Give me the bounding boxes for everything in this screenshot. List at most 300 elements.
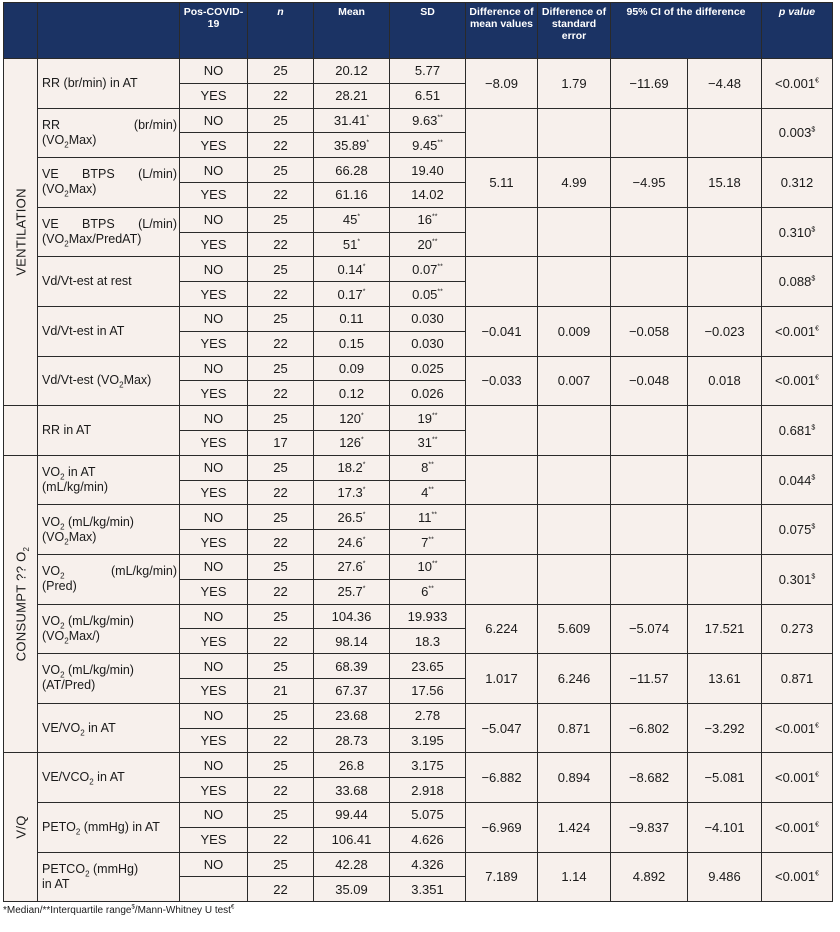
header-diff-se: Difference of standard error <box>538 3 611 59</box>
group-cell <box>180 480 248 505</box>
sd-cell <box>390 654 466 679</box>
ci-lower-cell <box>611 852 688 902</box>
table-row <box>4 852 833 877</box>
sd-cell-value: 8 <box>421 460 429 476</box>
mean-cell <box>314 604 390 629</box>
group-value: YES <box>200 832 227 848</box>
group-cell <box>180 133 248 158</box>
group-cell <box>180 604 248 629</box>
p-value-cell-value: <0.001 <box>774 720 816 736</box>
mean-cell <box>314 331 390 356</box>
diff-mean-cell <box>466 604 538 654</box>
ci-upper-cell <box>688 207 762 257</box>
p-value-cell <box>762 753 833 803</box>
sd-cell-value: 0.030 <box>411 311 444 327</box>
mean-cell <box>314 108 390 133</box>
row-label-part: VO <box>42 613 61 628</box>
n-cell <box>248 802 314 827</box>
p-value-cell <box>762 158 833 208</box>
row-label-part: Vd/Vt-est at rest <box>42 274 132 289</box>
diff-se-cell-value: 1.79 <box>561 75 587 91</box>
row-label-part: 2 <box>64 189 69 199</box>
p-value-cell <box>762 604 833 654</box>
sd-cell <box>390 852 466 877</box>
n-value: 25 <box>273 162 288 178</box>
ci-lower-cell-value: −11.57 <box>629 670 669 686</box>
header-sd: SD <box>390 3 466 59</box>
row-label-part: Max) <box>68 182 97 197</box>
footnote-iqr: Interquartile range <box>50 905 132 916</box>
p-value-cell-mark: € <box>815 325 820 333</box>
ci-upper-cell <box>688 257 762 307</box>
sd-cell <box>390 877 466 902</box>
n-cell <box>248 703 314 728</box>
sd-cell-mark: ** <box>432 238 438 246</box>
diff-mean-cell <box>466 802 538 852</box>
n-value: 22 <box>273 633 288 649</box>
ci-upper-cell-value: −4.48 <box>708 75 741 91</box>
group-cell <box>180 430 248 455</box>
ci-upper-cell <box>688 406 762 456</box>
diff-mean-cell-value: −8.09 <box>485 75 518 91</box>
header-blank-label <box>38 3 180 59</box>
footnote-star: * <box>3 905 7 916</box>
table-row <box>4 59 833 84</box>
sd-cell-value: 3.195 <box>411 732 444 748</box>
n-value: 25 <box>273 509 288 525</box>
n-cell <box>248 678 314 703</box>
sd-cell <box>390 108 466 133</box>
row-label-part: (VO <box>42 182 65 197</box>
group-value: YES <box>200 732 227 748</box>
n-cell <box>248 480 314 505</box>
mean-cell <box>314 356 390 381</box>
row-label <box>38 158 180 208</box>
p-value-cell-value: 0.003 <box>778 125 812 141</box>
sd-cell <box>390 827 466 852</box>
mean-cell-value: 0.14 <box>337 261 363 277</box>
n-value: 25 <box>273 608 288 624</box>
ci-upper-cell <box>688 753 762 803</box>
group-value: NO <box>203 807 224 823</box>
diff-se-cell <box>538 257 611 307</box>
ci-upper-cell <box>688 505 762 555</box>
mean-cell-mark: * <box>362 486 366 494</box>
row-label-part: 2 <box>60 571 65 581</box>
sd-cell-value: 6.51 <box>414 88 441 104</box>
row-label-part: 2 <box>75 827 81 837</box>
ci-lower-cell-value: −6.802 <box>628 720 670 736</box>
diff-mean-cell <box>466 852 538 902</box>
mean-cell-mark: * <box>362 561 366 568</box>
ci-upper-cell <box>688 108 762 158</box>
row-label-part: in AT <box>64 465 96 480</box>
group-value: NO <box>203 460 224 476</box>
ci-lower-cell <box>611 455 688 505</box>
row-label-part: (mL/kg/min) <box>42 480 108 495</box>
diff-se-cell <box>538 455 611 505</box>
mean-cell-value: 45 <box>342 212 358 228</box>
mean-cell <box>314 182 390 207</box>
mean-cell-value: 104.36 <box>331 608 372 624</box>
group-value: YES <box>200 584 227 600</box>
mean-cell-value: 120 <box>339 410 361 426</box>
p-value-cell-value: <0.001 <box>774 869 816 885</box>
row-label-part: (mL/kg/min) <box>64 613 134 628</box>
n-cell <box>248 158 314 183</box>
group-value: NO <box>203 559 224 575</box>
n-cell <box>248 108 314 133</box>
row-label-part: (Pred) <box>42 579 77 594</box>
n-value: 22 <box>273 236 288 252</box>
row-label-part: 2 <box>89 777 94 787</box>
ci-upper-cell <box>688 852 762 902</box>
group-cell <box>180 877 248 902</box>
diff-mean-cell <box>466 753 538 803</box>
mean-cell-value: 42.28 <box>335 856 368 872</box>
n-value: 17 <box>273 435 288 451</box>
diff-se-cell <box>538 703 611 753</box>
row-label <box>38 257 180 307</box>
n-value: 22 <box>273 187 288 203</box>
sd-cell-value: 5.77 <box>414 63 441 79</box>
footnote-mwu: /Mann-Whitney U test <box>134 905 231 916</box>
n-value: 22 <box>273 832 288 848</box>
group-cell <box>180 59 248 84</box>
mean-cell-mark: * <box>360 437 364 445</box>
group-cell <box>180 703 248 728</box>
sd-cell-value: 4.326 <box>411 856 444 872</box>
sd-cell-value: 9.63 <box>412 112 438 128</box>
group-cell <box>180 802 248 827</box>
diff-mean-cell-value: −6.969 <box>481 819 522 835</box>
row-label-part: (mmHg) <box>89 861 139 876</box>
row-label-part: Max) <box>123 373 152 388</box>
ci-upper-cell <box>688 455 762 505</box>
group-value: YES <box>200 484 227 500</box>
p-value-cell-value: <0.001 <box>774 373 816 389</box>
row-label <box>38 852 180 902</box>
row-label <box>38 59 180 109</box>
p-value-cell <box>762 59 833 109</box>
mean-cell-value: 98.14 <box>335 633 368 649</box>
group-cell <box>180 654 248 679</box>
diff-mean-cell <box>466 406 538 456</box>
row-label-part: Max/) <box>68 628 100 643</box>
diff-se-cell-value: 1.424 <box>557 819 591 835</box>
ci-upper-cell <box>688 604 762 654</box>
n-value: 25 <box>273 807 288 823</box>
mean-cell <box>314 778 390 803</box>
mean-cell-value: 31.41 <box>333 112 367 128</box>
group-cell <box>180 406 248 431</box>
n-value: 22 <box>273 484 288 500</box>
n-cell <box>248 753 314 778</box>
ci-lower-cell <box>611 306 688 356</box>
ci-lower-cell <box>611 505 688 555</box>
diff-mean-cell <box>466 158 538 208</box>
row-label-part: VE BTPS (L/min) <box>42 217 177 232</box>
diff-se-cell-value: 0.007 <box>557 373 591 389</box>
sd-cell-value: 2.78 <box>414 708 441 724</box>
ci-lower-cell-value: −4.95 <box>632 174 666 190</box>
diff-mean-cell-value: 6.224 <box>485 621 518 637</box>
row-label-part: 2 <box>60 522 65 532</box>
diff-mean-cell <box>466 554 538 604</box>
group-cell <box>180 629 248 654</box>
n-cell <box>248 356 314 381</box>
footnote-dollar: $ <box>131 904 135 911</box>
p-value-cell <box>762 852 833 902</box>
diff-se-cell-value: 0.894 <box>557 770 591 786</box>
sd-cell <box>390 678 466 703</box>
sd-cell-mark: ** <box>432 561 438 568</box>
row-label-part: Max/PredAT) <box>68 232 142 247</box>
mean-cell-value: 35.09 <box>335 881 368 897</box>
group-value: NO <box>203 658 224 674</box>
mean-cell <box>314 83 390 108</box>
n-cell <box>248 530 314 555</box>
table-row <box>4 554 833 579</box>
row-label <box>38 703 180 753</box>
table-body <box>4 59 833 902</box>
ci-upper-cell <box>688 703 762 753</box>
mean-cell-mark: * <box>357 238 361 246</box>
sd-cell-value: 23.65 <box>411 658 444 674</box>
n-cell <box>248 505 314 530</box>
row-label <box>38 207 180 257</box>
sd-cell-value: 17.56 <box>411 683 444 699</box>
mean-cell-mark: * <box>362 288 366 296</box>
diff-mean-cell <box>466 654 538 704</box>
n-value: 25 <box>273 757 288 773</box>
sd-cell-mark: ** <box>437 114 443 122</box>
mean-cell <box>314 430 390 455</box>
group-cell <box>180 207 248 232</box>
group-value: YES <box>200 137 227 153</box>
diff-se-cell-value: 5.609 <box>557 621 591 637</box>
mean-cell <box>314 753 390 778</box>
header-diff-mean: Difference of mean values <box>466 3 538 59</box>
ci-lower-cell-value: −9.837 <box>628 819 670 835</box>
row-label-part: VO <box>42 514 61 529</box>
sd-cell-mark: ** <box>428 585 434 593</box>
diff-se-cell-value: 1.14 <box>561 869 587 885</box>
row-label-part: 2 <box>64 636 69 646</box>
n-cell <box>248 728 314 753</box>
diff-se-cell-value: 0.871 <box>557 720 591 736</box>
sd-cell-value: 18.3 <box>414 633 441 649</box>
mean-cell-mark: * <box>362 511 366 519</box>
row-label-part: 2 <box>80 728 85 738</box>
p-value-cell-value: <0.001 <box>774 75 816 91</box>
row-label <box>38 356 180 406</box>
sd-cell <box>390 480 466 505</box>
diff-mean-cell <box>466 703 538 753</box>
n-value: 22 <box>273 732 288 748</box>
footnote-euro: € <box>230 904 235 911</box>
group-value: YES <box>200 187 227 203</box>
n-value: 25 <box>273 63 288 79</box>
row-label-part: 2 <box>60 670 65 680</box>
mean-cell-mark: * <box>362 461 366 469</box>
mean-cell-value: 61.16 <box>335 187 368 203</box>
group-value: NO <box>203 212 224 228</box>
diff-se-cell-value: 6.246 <box>557 670 591 686</box>
group-cell <box>180 331 248 356</box>
table-row <box>4 703 833 728</box>
table-row <box>4 406 833 431</box>
diff-se-cell <box>538 158 611 208</box>
p-value-cell-value: <0.001 <box>774 770 816 786</box>
diff-mean-cell <box>466 356 538 406</box>
n-cell <box>248 282 314 307</box>
diff-mean-cell <box>466 108 538 158</box>
p-value-cell <box>762 554 833 604</box>
n-value: 22 <box>273 782 288 798</box>
n-cell <box>248 406 314 431</box>
sd-cell-value: 19.933 <box>407 608 448 624</box>
mean-cell <box>314 207 390 232</box>
n-cell <box>248 877 314 902</box>
mean-cell-mark: * <box>366 139 370 147</box>
mean-cell-value: 25.7 <box>337 584 363 600</box>
n-value: 25 <box>273 410 288 426</box>
row-label-part: Max) <box>68 529 97 544</box>
mean-cell-value: 17.3 <box>337 484 363 500</box>
diff-mean-cell <box>466 505 538 555</box>
table-row <box>4 654 833 679</box>
p-value-cell-value: <0.001 <box>774 323 816 339</box>
n-cell <box>248 381 314 406</box>
footnote <box>3 905 234 916</box>
category-consumpt-o2 <box>4 455 38 753</box>
p-value-cell-value: 0.301 <box>778 571 812 587</box>
n-cell <box>248 827 314 852</box>
p-value-cell-mark: $ <box>811 226 816 234</box>
category-vq-label <box>13 816 28 839</box>
row-label-part: RR in AT <box>42 422 92 437</box>
ci-lower-cell <box>611 554 688 604</box>
sd-cell-value: 10 <box>417 559 432 575</box>
ci-lower-cell <box>611 59 688 109</box>
category-consumpt-o2-label <box>13 546 31 662</box>
row-label <box>38 406 180 456</box>
group-value: YES <box>200 236 227 252</box>
mean-cell <box>314 133 390 158</box>
category-ventilation <box>4 59 38 406</box>
row-label-part: in AT <box>93 770 125 785</box>
ci-lower-cell <box>611 753 688 803</box>
ci-upper-cell <box>688 59 762 109</box>
mean-cell-value: 24.6 <box>337 534 363 550</box>
sd-cell-value: 16 <box>417 212 432 228</box>
group-cell <box>180 530 248 555</box>
p-value-cell-mark: $ <box>811 127 816 135</box>
ci-lower-cell-value: 4.892 <box>632 869 666 885</box>
p-value-cell <box>762 207 833 257</box>
results-table <box>3 2 832 897</box>
diff-se-cell <box>538 356 611 406</box>
sd-cell <box>390 133 466 158</box>
group-value: NO <box>203 856 224 872</box>
sd-cell-value: 19.40 <box>411 162 444 178</box>
n-cell <box>248 133 314 158</box>
mean-cell-value: 27.6 <box>337 559 363 575</box>
row-label-part: Vd/Vt-est in AT <box>42 323 125 338</box>
p-value-cell <box>762 703 833 753</box>
row-label-part: VE BTPS (L/min) <box>42 167 177 182</box>
ci-lower-cell <box>611 257 688 307</box>
p-value-cell-value: 0.312 <box>780 174 814 190</box>
p-value-cell <box>762 505 833 555</box>
row-label-part: RR (br/min) <box>42 117 177 132</box>
footnote-median: Median/ <box>6 905 43 916</box>
diff-mean-cell <box>466 306 538 356</box>
row-label <box>38 802 180 852</box>
group-cell <box>180 753 248 778</box>
ci-lower-cell-value: −5.074 <box>628 621 670 637</box>
row-label-part: (VO <box>42 628 65 643</box>
sd-cell <box>390 703 466 728</box>
sd-cell <box>390 232 466 257</box>
group-cell <box>180 158 248 183</box>
group-value: NO <box>203 162 224 178</box>
sd-cell <box>390 59 466 84</box>
category-vq-text: V/Q <box>13 815 28 839</box>
n-cell <box>248 579 314 604</box>
mean-cell <box>314 455 390 480</box>
n-cell <box>248 207 314 232</box>
diff-se-cell <box>538 306 611 356</box>
sd-cell-value: 5.075 <box>411 807 444 823</box>
sd-cell-value: 7 <box>421 534 429 550</box>
mean-cell <box>314 306 390 331</box>
diff-se-cell <box>538 59 611 109</box>
mean-cell-value: 28.73 <box>335 732 368 748</box>
diff-mean-cell-value: −0.033 <box>481 373 522 389</box>
mean-cell-value: 35.89 <box>333 137 367 153</box>
mean-cell-value: 26.8 <box>338 757 365 773</box>
mean-cell <box>314 406 390 431</box>
ci-lower-cell-value: −11.69 <box>629 75 669 91</box>
row-label-part: in AT <box>84 720 116 735</box>
sd-cell-value: 0.05 <box>412 286 438 302</box>
sd-cell <box>390 753 466 778</box>
group-value: NO <box>203 608 224 624</box>
group-value: YES <box>200 782 227 798</box>
row-label-part: PETCO <box>42 861 86 876</box>
category-vq <box>4 753 38 902</box>
mean-cell <box>314 232 390 257</box>
group-cell <box>180 778 248 803</box>
n-value: 22 <box>273 286 288 302</box>
p-value-cell-value: 0.273 <box>780 621 814 637</box>
mean-cell-value: 28.21 <box>335 88 368 104</box>
n-value: 25 <box>273 261 288 277</box>
ci-upper-cell-value: 17.521 <box>704 621 745 637</box>
p-value-cell <box>762 654 833 704</box>
mean-cell-value: 126 <box>339 435 361 451</box>
n-value: 25 <box>273 708 288 724</box>
sd-cell <box>390 406 466 431</box>
diff-se-cell <box>538 654 611 704</box>
sd-cell-value: 0.07 <box>412 261 438 277</box>
header-p: p value <box>762 3 833 59</box>
diff-mean-cell-value: 7.189 <box>485 869 518 885</box>
ci-upper-cell-value: −3.292 <box>704 720 745 736</box>
n-cell <box>248 306 314 331</box>
